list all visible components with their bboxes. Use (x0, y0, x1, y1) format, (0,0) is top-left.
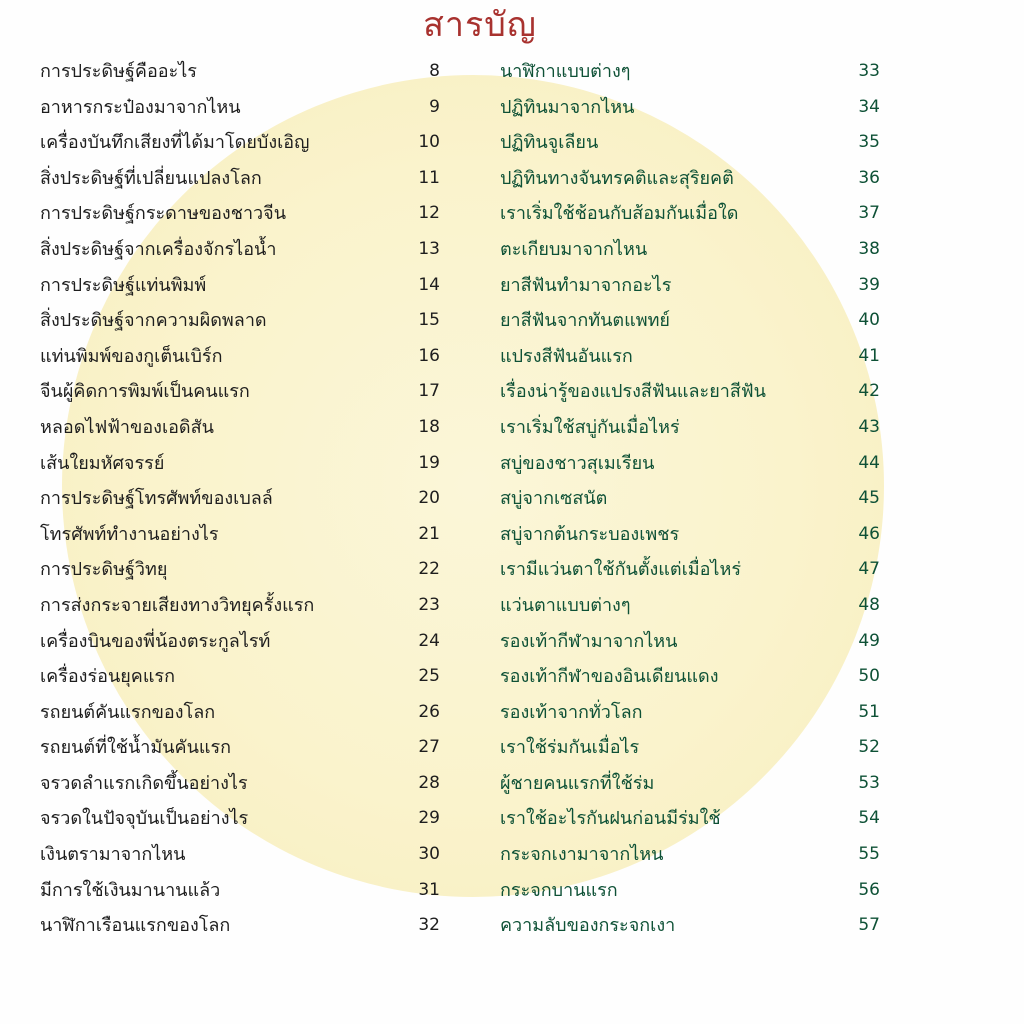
toc-entry-title: ตะเกียบมาจากไหน (500, 238, 648, 260)
toc-entry-page-number: 21 (418, 523, 440, 544)
toc-entry-title: การประดิษฐ์คืออะไร (40, 61, 197, 82)
toc-entry-title: อาหารกระป๋องมาจากไหน (40, 96, 241, 118)
toc-entry-page-number: 29 (418, 808, 440, 829)
toc-entry (40, 339, 440, 375)
toc-entry-page-number: 40 (858, 310, 880, 331)
toc-entry-title: จีนผู้คิดการพิมพ์เป็นคนแรก (40, 381, 250, 403)
toc-entry-title: สบู่จากเซสนัต (500, 488, 608, 510)
toc-entry-page-number: 13 (418, 238, 440, 259)
toc-entry (500, 196, 880, 232)
toc-entry (40, 588, 440, 624)
toc-entry (40, 873, 440, 909)
toc-entry-page-number: 46 (858, 523, 880, 544)
toc-entry-page-number: 41 (858, 345, 880, 366)
toc-entry (40, 552, 440, 588)
toc-entry-title: เราใช้อะไรกันฝนก่อนมีร่มใช้ (500, 808, 721, 830)
toc-entry-title: รองเท้ากีฬาของอินเดียนแดง (500, 666, 719, 688)
toc-entry-page-number: 45 (858, 488, 880, 509)
toc-entry-title: จรวดลำแรกเกิดขึ้นอย่างไร (40, 772, 248, 794)
toc-entry-page-number: 22 (418, 559, 440, 580)
toc-entry-title: ยาสีฟันจากทันตแพทย์ (500, 310, 670, 332)
toc-entry (40, 908, 440, 944)
toc-entry (40, 374, 440, 410)
toc-right-column (500, 54, 880, 944)
toc-entry (500, 517, 880, 553)
toc-entry (500, 90, 880, 126)
toc-entry (500, 552, 880, 588)
toc-entry (500, 410, 880, 446)
toc-entry-title: กระจกบานแรก (500, 879, 618, 901)
toc-entry-title: รองเท้าจากทั่วโลก (500, 701, 643, 723)
toc-entry-title: แปรงสีฟันอันแรก (500, 345, 633, 367)
toc-entry-title: เรามีแว่นตาใช้กันตั้งแต่เมื่อไหร่ (500, 559, 741, 581)
toc-entry-page-number: 37 (858, 203, 880, 224)
toc-entry-page-number: 15 (418, 310, 440, 331)
toc-entry-page-number: 48 (858, 594, 880, 615)
toc-entry-page-number: 52 (858, 737, 880, 758)
toc-entry-title: นาฬิกาเรือนแรกของโลก (40, 915, 231, 937)
toc-entry (40, 196, 440, 232)
toc-entry-title: การประดิษฐ์กระดาษของชาวจีน (40, 203, 287, 225)
toc-entry (500, 730, 880, 766)
toc-entry (40, 303, 440, 339)
toc-entry-title: รองเท้ากีฬามาจากไหน (500, 630, 678, 652)
toc-entry (40, 90, 440, 126)
toc-entry-page-number: 51 (858, 701, 880, 722)
toc-entry (500, 54, 880, 90)
toc-entry-page-number: 10 (418, 132, 440, 153)
toc-entry-title: เงินตรามาจากไหน (40, 844, 186, 866)
toc-entry-page-number: 49 (858, 630, 880, 651)
toc-entry-title: ปฏิทินทางจันทรคติและสุริยคติ (500, 167, 734, 189)
toc-entry-page-number: 53 (858, 772, 880, 793)
toc-entry-title: สิ่งประดิษฐ์จากความผิดพลาด (40, 310, 267, 332)
toc-entry (500, 374, 880, 410)
toc-entry-title: สิ่งประดิษฐ์ที่เปลี่ยนแปลงโลก (40, 167, 262, 189)
toc-entry-title: มีการใช้เงินมานานแล้ว (40, 879, 221, 901)
toc-entry-page-number: 39 (858, 274, 880, 295)
toc-entry-title: สบู่ของชาวสุเมเรียน (500, 452, 655, 474)
toc-entry (500, 837, 880, 873)
toc-entry-page-number: 35 (858, 132, 880, 153)
toc-entry-page-number: 9 (429, 96, 440, 117)
toc-entry (40, 232, 440, 268)
toc-entry (500, 303, 880, 339)
toc-entry (40, 837, 440, 873)
toc-entry (40, 659, 440, 695)
toc-entry (500, 125, 880, 161)
toc-entry-page-number: 43 (858, 416, 880, 437)
toc-entry-page-number: 33 (858, 61, 880, 81)
toc-entry (40, 624, 440, 660)
toc-entry-title: แว่นตาแบบต่างๆ (500, 594, 631, 616)
toc-entry (40, 54, 440, 90)
toc-entry-page-number: 57 (858, 915, 880, 936)
toc-entry-page-number: 50 (858, 666, 880, 687)
toc-entry (500, 232, 880, 268)
toc-entry-page-number: 55 (858, 844, 880, 865)
toc-entry-title: จรวดในปัจจุบันเป็นอย่างไร (40, 808, 249, 830)
toc-entry (500, 766, 880, 802)
toc-entry (500, 695, 880, 731)
toc-entry (500, 446, 880, 482)
toc-entry-title: ความลับของกระจกเงา (500, 915, 676, 937)
toc-entry-page-number: 42 (858, 381, 880, 402)
toc-entry-title: การประดิษฐ์แท่นพิมพ์ (40, 274, 207, 296)
toc-entry (40, 801, 440, 837)
toc-entry (40, 695, 440, 731)
toc-entry (40, 161, 440, 197)
toc-entry-page-number: 38 (858, 238, 880, 259)
toc-entry-page-number: 28 (418, 772, 440, 793)
toc-entry-title: ปฏิทินจูเลียน (500, 132, 599, 154)
toc-entry-title: เราใช้ร่มกันเมื่อไร (500, 737, 640, 759)
toc-entry (40, 730, 440, 766)
toc-entry-title: เราเริ่มใช้สบู่กันเมื่อไหร่ (500, 416, 680, 438)
toc-entry-title: เส้นใยมหัศจรรย์ (40, 452, 165, 474)
toc-entry-title: สิ่งประดิษฐ์จากเครื่องจักรไอน้ำ (40, 238, 277, 260)
toc-entry-title: รถยนต์คันแรกของโลก (40, 701, 216, 723)
toc-entry-title: การประดิษฐ์โทรศัพท์ของเบลล์ (40, 488, 273, 510)
toc-entry-page-number: 30 (418, 844, 440, 865)
toc-entry-page-number: 31 (418, 879, 440, 900)
toc-entry (500, 588, 880, 624)
toc-entry-page-number: 47 (858, 559, 880, 580)
toc-entry (500, 161, 880, 197)
toc-entry-page-number: 19 (418, 452, 440, 473)
toc-entry-title: แท่นพิมพ์ของกูเต็นเบิร์ก (40, 345, 223, 367)
toc-entry-title: รถยนต์ที่ใช้น้ำมันคันแรก (40, 737, 232, 759)
toc-entry-title: ปฏิทินมาจากไหน (500, 96, 635, 118)
toc-entry-page-number: 23 (418, 594, 440, 615)
toc-entry (500, 268, 880, 304)
toc-entry-page-number: 36 (858, 167, 880, 188)
toc-entry (40, 446, 440, 482)
toc-entry-title: โทรศัพท์ทำงานอย่างไร (40, 523, 219, 545)
toc-entry-page-number: 54 (858, 808, 880, 829)
toc-entry (500, 624, 880, 660)
toc-entry-page-number: 17 (418, 381, 440, 402)
toc-entry-title: เครื่องร่อนยุคแรก (40, 666, 175, 688)
toc-entry-title: กระจกเงามาจากไหน (500, 844, 664, 866)
toc-entry-page-number: 8 (429, 61, 440, 81)
toc-entry (40, 766, 440, 802)
toc-entry (40, 125, 440, 161)
toc-entry-title: ยาสีฟันทำมาจากอะไร (500, 274, 672, 296)
toc-entry (500, 659, 880, 695)
toc-entry-page-number: 25 (418, 666, 440, 687)
toc-entry (500, 481, 880, 517)
toc-entry-title: เราเริ่มใช้ช้อนกับส้อมกันเมื่อใด (500, 203, 739, 225)
toc-entry-page-number: 26 (418, 701, 440, 722)
toc-entry-page-number: 24 (418, 630, 440, 651)
toc-entry-title: หลอดไฟฟ้าของเอดิสัน (40, 416, 214, 438)
toc-entry-title: นาฬิกาแบบต่างๆ (500, 61, 631, 82)
toc-entry-page-number: 16 (418, 345, 440, 366)
toc-entry (500, 908, 880, 944)
toc-entry (40, 517, 440, 553)
toc-entry-title: เครื่องบันทึกเสียงที่ได้มาโดยบังเอิญ (40, 132, 310, 154)
toc-entry (40, 481, 440, 517)
toc-entry-page-number: 20 (418, 488, 440, 509)
toc-entry (500, 801, 880, 837)
toc-entry-title: การส่งกระจายเสียงทางวิทยุครั้งแรก (40, 594, 315, 616)
toc-entry (40, 268, 440, 304)
page-title: สารบัญ (423, 5, 537, 45)
toc-entry-page-number: 27 (418, 737, 440, 758)
toc-entry-page-number: 44 (858, 452, 880, 473)
toc-entry-page-number: 11 (418, 167, 440, 188)
toc-left-column (40, 54, 440, 944)
toc-entry-page-number: 14 (418, 274, 440, 295)
toc-entry-page-number: 18 (418, 416, 440, 437)
toc-entry-title: การประดิษฐ์วิทยุ (40, 559, 168, 581)
toc-entry (500, 339, 880, 375)
toc-entry-page-number: 56 (858, 879, 880, 900)
toc-entry (500, 873, 880, 909)
toc-entry-title: ผู้ชายคนแรกที่ใช้ร่ม (500, 772, 655, 794)
toc-entry-title: เรื่องน่ารู้ของแปรงสีฟันและยาสีฟัน (500, 381, 766, 403)
toc-entry-page-number: 12 (418, 203, 440, 224)
toc-entry-title: เครื่องบินของพี่น้องตระกูลไรท์ (40, 630, 271, 652)
toc-entry-page-number: 34 (858, 96, 880, 117)
toc-entry (40, 410, 440, 446)
toc-entry-title: สบู่จากต้นกระบองเพชร (500, 523, 680, 545)
toc-entry-page-number: 32 (418, 915, 440, 936)
